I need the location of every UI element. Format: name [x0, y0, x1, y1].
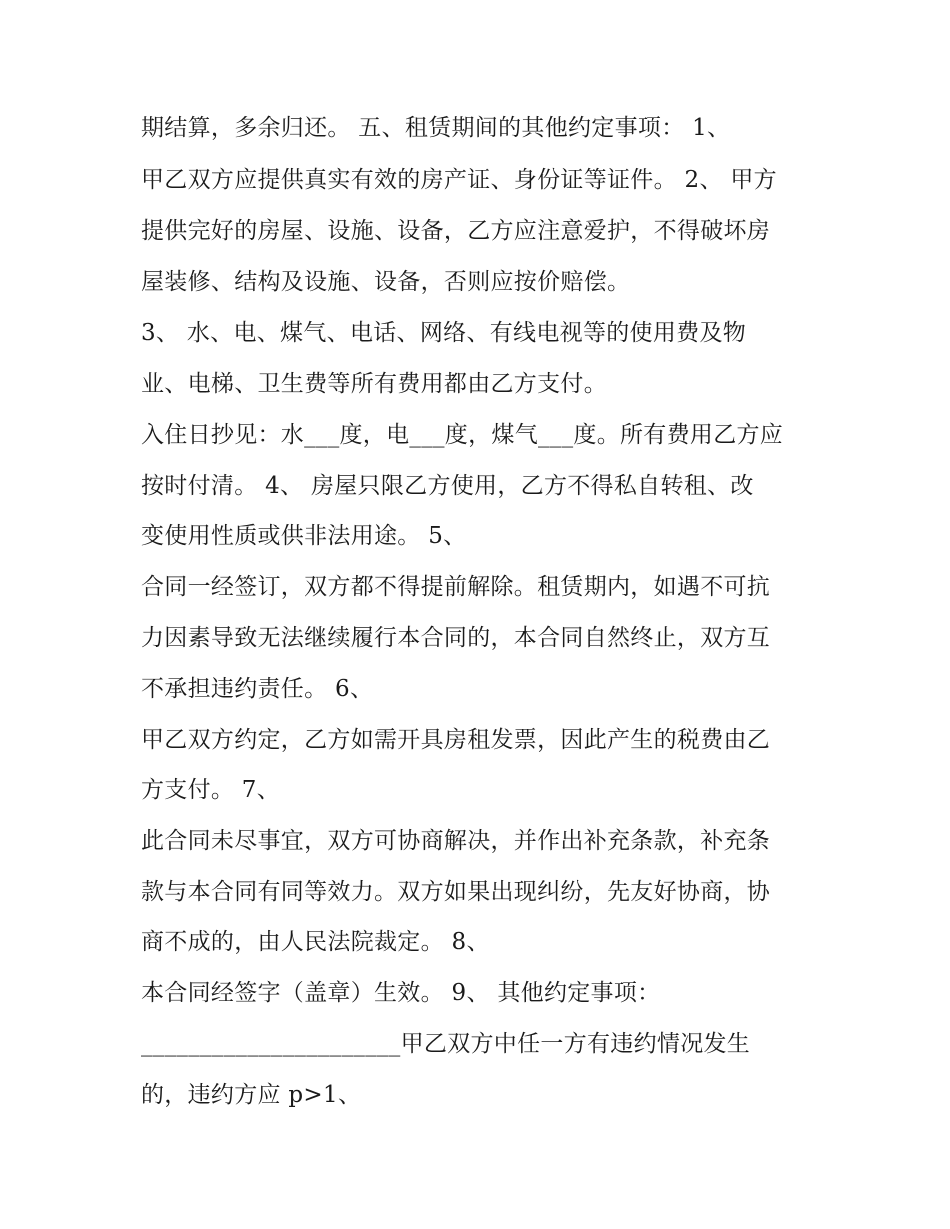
- text-line: 此合同未尽事宜，双方可协商解决，并作出补充条款，补充条: [141, 828, 771, 854]
- text-line: 商不成的，由人民法院裁定。 8、: [141, 929, 490, 955]
- text-line: 业、电梯、卫生费等所有费用都由乙方支付。: [141, 371, 607, 397]
- text-line: 屋装修、结构及设施、设备，否则应按价赔偿。: [141, 269, 631, 295]
- text-line: 入住日抄见：水___度，电___度，煤气___度。所有费用乙方应: [141, 422, 784, 448]
- text-line: 的，违约方应 p>1、: [141, 1082, 362, 1108]
- text-line: ______________________甲乙双方中任一方有违约情况发生: [141, 1031, 751, 1057]
- text-line: 不承担违约责任。 6、: [141, 676, 374, 702]
- text-line: 提供完好的房屋、设施、设备，乙方应注意爱护，不得破坏房: [141, 218, 771, 244]
- text-line: 甲乙双方应提供真实有效的房产证、身份证等证件。 2、 甲方: [141, 167, 777, 193]
- text-line: 变使用性质或供非法用途。 5、: [141, 523, 467, 549]
- text-line: 方支付。 7、: [141, 777, 281, 803]
- text-line: 合同一经签订，双方都不得提前解除。租赁期内，如遇不可抗: [141, 574, 771, 600]
- text-line: 期结算，多余归还。 五、租赁期间的其他约定事项： 1、: [141, 115, 731, 141]
- text-line: 本合同经签字（盖章）生效。 9、 其他约定事项：: [141, 980, 661, 1006]
- text-line: 3、 水、电、煤气、电话、网络、有线电视等的使用费及物: [141, 320, 747, 346]
- text-line: 力因素导致无法继续履行本合同的，本合同自然终止，双方互: [141, 625, 771, 651]
- text-line: 款与本合同有同等效力。双方如果出现纠纷，先友好协商，协: [141, 879, 771, 905]
- text-line: 按时付清。 4、 房屋只限乙方使用，乙方不得私自转租、改: [141, 473, 754, 499]
- text-line: 甲乙双方约定，乙方如需开具房租发票，因此产生的税费由乙: [141, 727, 771, 753]
